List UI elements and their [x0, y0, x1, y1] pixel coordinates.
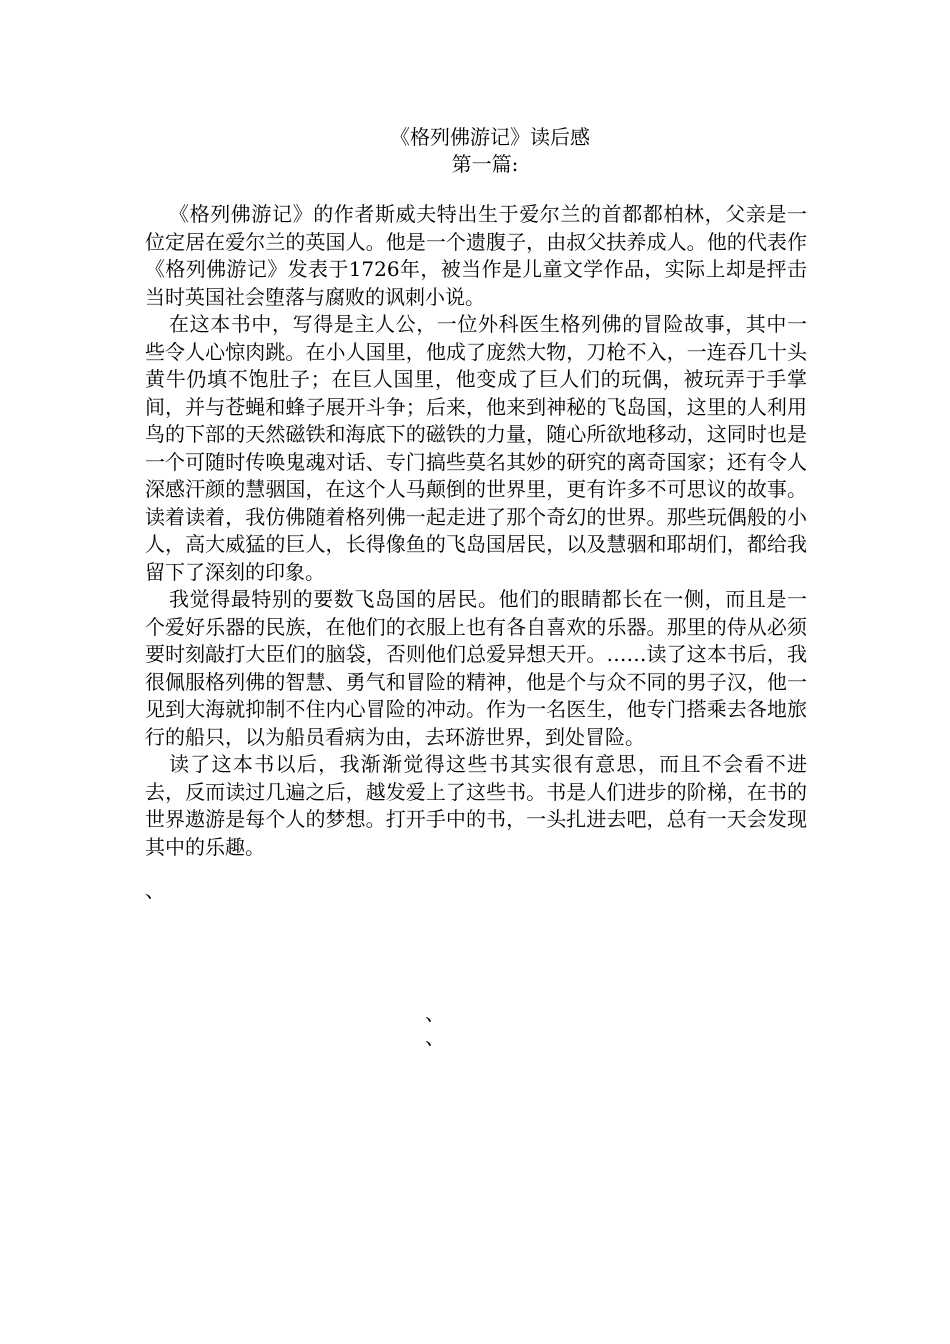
paragraph-2: 在这本书中，写得是主人公，一位外科医生格列佛的冒险故事，其中一些令人心惊肉跳。在小人国里，他成了庞然大物，刀枪不入，一连吞几十头黄牛仍填不饱肚子；在巨人国里，他变成了巨人们的玩偶，被玩弄于手掌间，并与苍蝇和蜂子展开斗争；后来，他来到神秘的飞岛国，这里的人利用鸟的下部的天然磁铁和海底下的磁铁的力量，随心所欲地移动，这同时也是一个可随时传唤鬼魂对话、专门搞些莫名其妙的研究的离奇国家；还有令人深感汗颜的慧骃国，在这个人马颠倒的世界里，更有许多不可思议的故事。读着读着，我仿佛随着格列佛一起走进了那个奇幻的世界。那些玩偶般的小人，高大威猛的巨人，长得像鱼的飞岛国居民，以及慧骃和耶胡们，都给我留下了深刻的印象。	[145, 312, 807, 584]
stray-mark: 、	[145, 878, 165, 902]
paragraph-3: 我觉得最特别的要数飞岛国的居民。他们的眼睛都长在一侧，而且是一个爱好乐器的民族，在他们的衣服上也有各自喜欢的乐器。那里的侍从必须要时刻敲打大臣们的脑袋，否则他们总爱异想天开。……读了这本书后，我很佩服格列佛的智慧、勇气和冒险的精神，他是个与众不同的男子汉，他一见到大海就抑制不住内心冒险的冲动。作为一名医生，他专门搭乘去各地旅行的船只，以为船员看病为由，去环游世界，到处冒险。	[145, 587, 807, 749]
stray-mark: 、	[425, 1025, 445, 1049]
stray-mark: 、	[425, 1001, 445, 1025]
document-body	[145, 201, 807, 861]
paragraph-4: 读了这本书以后，我渐渐觉得这些书其实很有意思，而且不会看不进去，反而读过几遍之后，越发爱上了这些书。书是人们进步的阶梯，在书的世界遨游是每个人的梦想。打开手中的书，一头扎进去吧，总有一天会发现其中的乐趣。	[145, 752, 807, 859]
document-subtitle: 第一篇:	[451, 152, 519, 176]
document-title: 《格列佛游记》读后感	[390, 125, 590, 149]
paragraph-1: 《格列佛游记》的作者斯威夫特出生于爱尔兰的首都都柏林，父亲是一位定居在爱尔兰的英国人。他是一个遗腹子，由叔父扶养成人。他的代表作《格列佛游记》发表于1726年，被当作是儿童文学作品，实际上却是抨击当时英国社会堕落与腐败的讽刺小说。	[145, 202, 807, 309]
